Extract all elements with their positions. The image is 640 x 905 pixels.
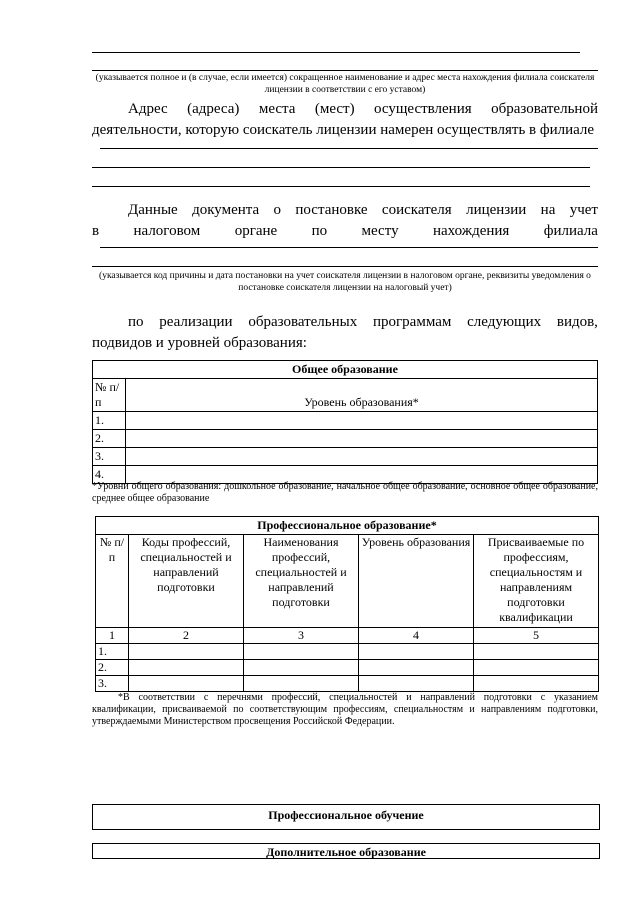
word: о	[273, 202, 282, 218]
word: реализации	[159, 314, 233, 330]
word: в	[92, 223, 100, 239]
empty-cell[interactable]	[474, 660, 599, 676]
empty-cell[interactable]	[474, 676, 599, 692]
table-row	[93, 430, 598, 448]
level-cell[interactable]	[126, 430, 598, 448]
column-number-row	[96, 628, 599, 644]
tax-line-2	[92, 221, 598, 242]
column-number: 1	[96, 628, 129, 644]
column-number: 3	[244, 628, 359, 644]
empty-cell[interactable]	[359, 676, 474, 692]
programs-paragraph	[92, 312, 598, 354]
row-number: 4.	[93, 466, 126, 484]
word: осуществления	[374, 101, 472, 117]
column-number: 5	[474, 628, 599, 644]
programs-line-1	[92, 312, 598, 333]
row-number: 3.	[93, 448, 126, 466]
table-row	[96, 676, 599, 692]
general-footnote: *Уровни общего образования: дошкольное образование, начальное общее образование, основное общее образование, среднее общее образование	[92, 481, 598, 504]
word: по	[128, 314, 144, 330]
word: учет	[569, 202, 598, 218]
col-number-header: № п/п	[93, 379, 126, 412]
word: налоговом	[133, 223, 201, 239]
prof-col-header: Присваиваемые по профессиям, специальностям и направлениям подготовки квалификации	[474, 535, 599, 628]
tax-paragraph	[92, 200, 598, 242]
column-number: 2	[129, 628, 244, 644]
empty-cell[interactable]	[359, 660, 474, 676]
fill-line	[100, 148, 598, 149]
header-note: (указывается полное и (в случае, если имеется) сокращенное наименование и адрес места нахождения филиала соискателя лицензии в соответствии с его уставом)	[95, 73, 595, 95]
table-row	[93, 448, 598, 466]
column-number: 4	[359, 628, 474, 644]
word: места	[258, 101, 296, 117]
word: месту	[361, 223, 399, 239]
table-row	[96, 660, 599, 676]
word: (адреса)	[187, 101, 240, 117]
word: образовательных	[248, 314, 358, 330]
general-education-table	[92, 360, 598, 484]
word: документа	[192, 202, 260, 218]
word: видов,	[556, 314, 598, 330]
prof-col-header: № п/п	[96, 535, 129, 628]
word: лицензии	[466, 202, 527, 218]
word: на	[540, 202, 556, 218]
empty-cell[interactable]	[244, 676, 359, 692]
word: по	[311, 223, 328, 239]
empty-cell[interactable]	[129, 660, 244, 676]
word: Данные	[128, 202, 178, 218]
word: нахождения	[432, 223, 510, 239]
word: следующих	[467, 314, 542, 330]
row-number: 2.	[93, 430, 126, 448]
word: образовательной	[491, 101, 598, 117]
address-line-2: деятельности, которую соискатель лицензии намерен осуществлять в филиале	[92, 122, 595, 138]
prof-col-header: Уровень образования	[359, 535, 474, 628]
level-cell[interactable]	[126, 448, 598, 466]
empty-cell[interactable]	[129, 676, 244, 692]
address-line-1	[92, 99, 598, 120]
fill-line	[92, 167, 590, 168]
fill-line	[92, 52, 580, 53]
fill-line	[100, 247, 598, 248]
word: филиала	[543, 223, 598, 239]
tax-note: (указывается код причины и дата постановки на учет соискателя лицензии в налоговом органе, реквизиты уведомления о постановке соискателя лицензии на налоговый учет)	[99, 271, 591, 293]
professional-education-table	[95, 516, 599, 692]
level-cell[interactable]	[126, 412, 598, 430]
fill-line	[92, 70, 598, 71]
row-number: 2.	[96, 660, 129, 676]
word: (мест)	[314, 101, 355, 117]
word: органе	[234, 223, 278, 239]
empty-cell[interactable]	[359, 644, 474, 660]
row-number: 3.	[96, 676, 129, 692]
address-paragraph	[92, 99, 598, 141]
prof-col-header: Коды профессий, специальностей и направлений подготовки	[129, 535, 244, 628]
general-table-title: Общее образование	[93, 361, 598, 379]
prof-col-header: Наименования профессий, специальностей и направлений подготовки	[244, 535, 359, 628]
table-row	[96, 644, 599, 660]
col-level-header: Уровень образования*	[126, 379, 598, 412]
additional-education-title: Дополнительное образование	[92, 843, 600, 859]
programs-line-2: подвидов и уровней образования:	[92, 335, 307, 351]
empty-cell[interactable]	[244, 644, 359, 660]
word: программам	[372, 314, 452, 330]
word: Адрес	[128, 101, 168, 117]
table-row	[93, 412, 598, 430]
empty-cell[interactable]	[244, 660, 359, 676]
word: постановке	[295, 202, 368, 218]
tax-line-1	[92, 200, 598, 221]
row-number: 1.	[96, 644, 129, 660]
empty-cell[interactable]	[474, 644, 599, 660]
empty-cell[interactable]	[129, 644, 244, 660]
prof-footnote: *В соответствии с перечнями профессий, специальностей и направлений подготовки с указанием квалификации, присваиваемой по соответствующим профессиям, специальностям и направлениям подготовки, утверждаемыми Министерством просвещения Российской Федерации.	[92, 692, 598, 727]
prof-table-title: Профессиональное образование*	[96, 517, 599, 535]
fill-line	[92, 266, 598, 267]
row-number: 1.	[93, 412, 126, 430]
prof-training-title: Профессиональное обучение	[92, 804, 600, 830]
fill-line	[92, 186, 590, 187]
word: соискателя	[381, 202, 452, 218]
